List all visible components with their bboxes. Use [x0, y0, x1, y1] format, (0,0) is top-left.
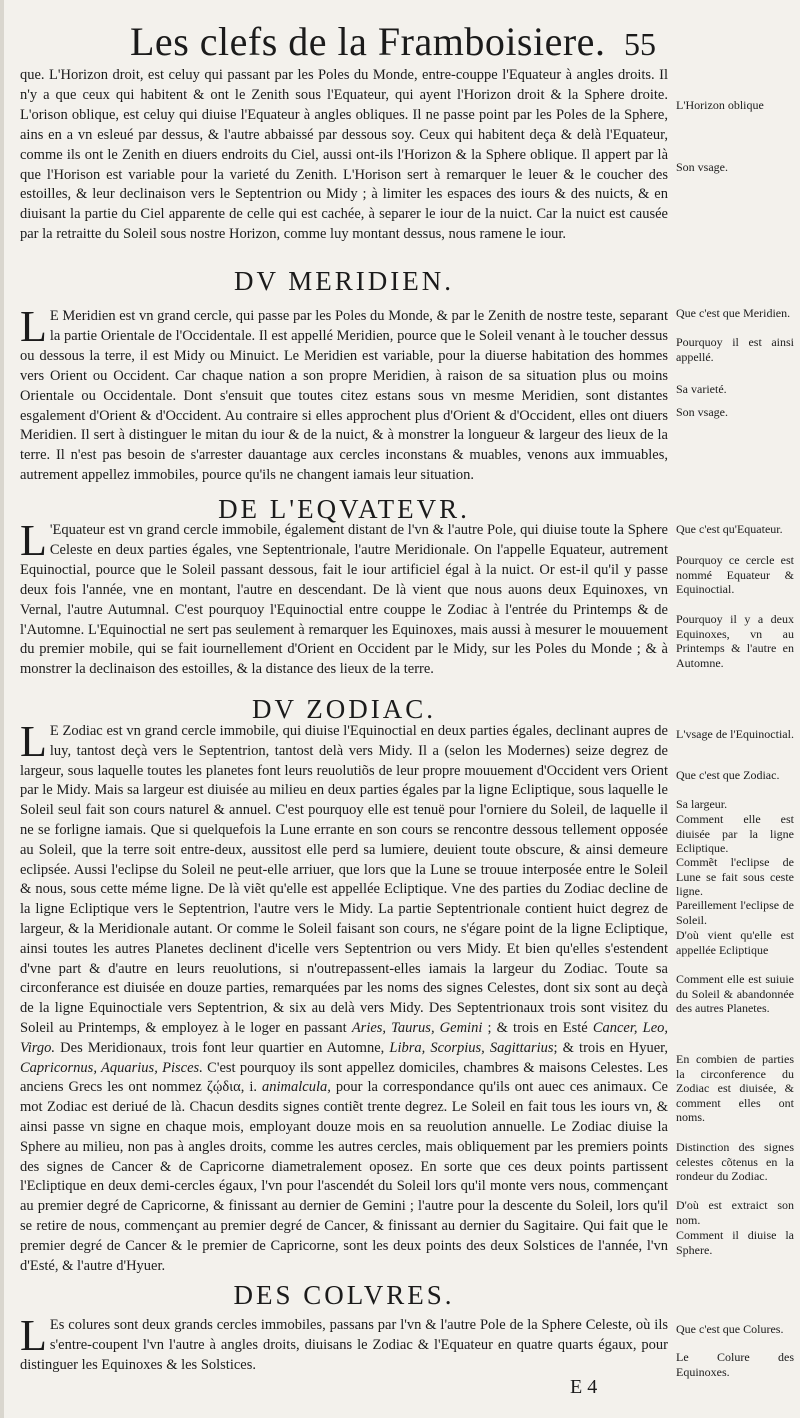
zodiac-text-6: pour la correspondance qu'ils ont auec ces animaux. Ce mot Zodiac est deriué de là. Chacun desdits signes contiẽt trente degrez. Le Soleil en fait tous les iours vn, & ainsi passe vn signe en chaque mois, employant douze mois en sa reuolution annuelle. Le Zodiac diuise la Sphere au milieu, non pas à angles droits, comme les autres cercles, mais obliquement par les premiers points des signes de Cancer & de Capricorne diametralement oposez. En sorte que ces deux points partissent l'Ecliptique en deux demi-cercles égaux, l'vn pour l'ascendét du Soleil lors qu'il monte vers nous, commençant au premier degré de Capricorne, & finissant au dernier de Gemini ; l'autre pour la descente du Soleil, lors qu'il se retire de nous, commençant au premier degré de Cancer, & finissant au dernier du Sagitaire. Qui fait que le premier degré de Cancer & le premier de Capricorne, sont les deux points des deux Solstices de l'année, l'vn d'Esté, & l'autre d'Hyuer. [20, 1079, 668, 1274]
margin-note: D'où vient qu'elle est appellée Ecliptique [676, 928, 794, 957]
margin-note: Pareillement l'eclipse de Soleil. [676, 898, 794, 927]
zodiac-signs-summer: Cancer, Leo, Virgo. [20, 1019, 669, 1056]
zodiac-signs-autumn: Libra, Scorpius, Sagittarius [389, 1039, 554, 1056]
margin-note: Son vsage. [676, 405, 728, 419]
zodiac-text: E Zodiac est vn grand cercle immobile, qui diuise l'Equinoctial en deux parties égales, declinant aupres de luy, tantost deçà vers le Septentrion, tantost delà vers Midy. Il a (selon les Modernes) seize degrez de largeur, sous laquelle toutes les planetes font leurs reuolutiõs de leur propre mouuement d'Occident vers Orient par le Midy. Mais sa largeur est diuisée au milieu en deux parties égales par la ligne Ecliptique, sous laquelle le Soleil seul fait son cours naturel & annuel. C'est pourquoy elle est tenuë pour l'orniere du Soleil, de laquelle il ne se forligne iamais. Que si quelquefois la Lune errante en son cours se rencontre dessous tellement opposée au Soleil, que la terre soit entre-deux, aussitost elle perd sa lumiere, deuient toute obscure, & ainsi demeure eclipsée. Aussi l'eclipse du Soleil ne peut-elle arriuer, que lors que la Lune se trouue interposée entre le Soleil & nous, sous cette méme ligne. De là viẽt qu'elle est appellée Ecliptique. Vne des parties du Zodiac decline de la ligne Ecliptique vers le Septentrion, l'autre vers le Midy. La partie Septentrionale contient huict degrez de largeur, & la Meridionale autant. Or comme le Soleil faisant son cours, ne s'égare point de la ligne Ecliptique, ainsi toutes les autres Planetes declinent d'icelle vers Septentrion ou vers Midy. Et bien qu'elles s'estendent d'vne part & d'autre en leurs reuolutions, si n'outrepassent-elles iamais la largeur du Zodiac. Toute sa circonferance est diuisée en douze parties, remarquées par les noms des signes Celestes, dont six sont au deçà de la ligne Equinoctiale vers Septentrion, & six au delà vers Midy. Des Septentrionaux trois sont visitez du Soleil au Printemps, & employez à le loger en passant [20, 723, 668, 1036]
margin-note: Pourquoy il y a deux Equinoxes, vn au Printemps & l'autre en Automne. [676, 612, 794, 670]
margin-note: Pourquoy il est ainsi appellé. [676, 335, 794, 364]
colvres-text: Es colures sont deux grands cercles immobiles, passans par l'vn & l'autre Pole de la Sphere Celeste, où ils s'entre-coupent l'vn l'autre à angles droits, diuisans le Zodiac & l'Equateur en quatre quarts égaux, pour distinguer les Equinoxes & les Solstices. [20, 1317, 668, 1373]
dropcap-zodiac: L [20, 717, 47, 766]
margin-note: Son vsage. [676, 160, 728, 174]
page-edge-shadow [0, 0, 4, 1418]
dropcap-equateur: L [20, 516, 47, 565]
margin-note: Que c'est que Colures. [676, 1322, 784, 1336]
margin-note: Que c'est que Zodiac. [676, 768, 780, 782]
zodiac-paragraph [20, 717, 669, 1276]
equateur-paragraph [20, 516, 668, 680]
margin-note: D'où est extraict son nom. [676, 1198, 794, 1227]
zodiac-signs-winter: Capricornus, Aquarius, Pisces. [20, 1059, 203, 1076]
intro-paragraph [20, 66, 668, 245]
section-heading-equateur: DE L'EQVATEVR. [218, 494, 470, 524]
margin-note: Pourquoy ce cercle est nommé Equateur & Equinoctial. [676, 553, 794, 597]
signature-mark: E 4 [570, 1376, 598, 1398]
page-number: 55 [624, 26, 656, 62]
section-heading-meridien: DV MERIDIEN. [234, 266, 454, 296]
margin-note: L'vsage de l'Equinoctial. [676, 727, 794, 741]
margin-note: Commẽt l'eclipse de Lune se fait sous ceste ligne. [676, 855, 794, 899]
margin-note: Comment il diuise la Sphere. [676, 1228, 794, 1257]
margin-note: Comment elle est suiuie du Soleil & abandonnée des autres Planetes. [676, 972, 794, 1016]
running-head-title: Les clefs de la Framboisiere. [130, 19, 606, 64]
intro-text: que. L'Horizon droit, est celuy qui passant par les Poles du Monde, entre-couppe l'Equateur à angles droits. Il n'y a que ceux qui habitent & ont le Zenith sous l'Equateur, qui ayent l'Horizon droit & la Sphere droite. L'orison oblique, est celuy qui diuise l'Equateur à angles obliques. Il ne passe point par les Poles de la Sphere, ains en a vn esleué par dessus, & l'autre abbaissé par dessous soy. Ceux qui habitent deça & delà l'Equateur, comme ils ont le Zenith en diuers endroits du Ciel, aussi ont-ils l'Horizon & la Sphere oblique. Il appert par là que l'Horison est variable pour la varieté du Zenith. L'Horison sert à remarquer le leuer & le coucher des estoilles, & leur declinaison vers le Septentrion ou Midy ; à limiter les espaces des iours & des nuicts, & en diuisant la partie du Ciel apparente de celle qui est cachée, à separer le iour de la nuict. Car la nuict est causée par la retraitte du Soleil sous nostre Horizon, comme luy montant dessus, nous ramene le iour. [20, 67, 668, 243]
dropcap-meridien: L [20, 302, 47, 351]
colvres-paragraph [20, 1311, 668, 1376]
margin-note: Distinction des signes celestes cõtenus en la rondeur du Zodiac. [676, 1140, 794, 1184]
margin-note: Sa varieté. [676, 382, 727, 396]
margin-note: En combien de parties la circonference du Zodiac est diuisée, & comment elles ont noms. [676, 1052, 794, 1125]
margin-note: Que c'est que Meridien. [676, 306, 791, 320]
meridien-paragraph [20, 302, 668, 486]
dropcap-colvres: L [20, 1311, 47, 1360]
margin-note: L'Horizon oblique [676, 98, 764, 112]
meridien-text: E Meridien est vn grand cercle, qui passe par les Poles du Monde, & par le Zenith de nostre teste, separant la partie Orientale de l'Occidentale. Il est appellé Meridien, pource que le Soleil venant à le toucher dessus ou dessous la terre, il est Midy ou Minuict. Le Meridien est variable, pour la diuerse habitation des hommes vers Orient ou Occident. Car chaque nation a son propre Meridien, à raison de sa situation plus ou moins Orientale ou Occidentale. Dont s'ensuit que toutes citez estans sous vn mesme Meridien, sont distantes esgalement d'Orient & d'Occident. Au contraire si elles approchent plus d'Orient & d'Occident, elles ont diuers Meridien. Il sert à distinguer le mitan du iour & de la nuict, & à monstrer la longueur & largeur des lieux de la terre. Il n'est pas besoin de s'arrester dauantage aux cercles inconstans & muables, venons aux immuables, autrement appellez immobiles, pource qu'ils ne changent iamais leur situation. [20, 308, 668, 484]
section-heading-colvres: DES COLVRES. [233, 1280, 455, 1310]
zodiac-text-3: Des Meridionaux, trois font leur quartier en Automne, [60, 1039, 385, 1056]
zodiac-text-2: ; & trois en Esté [487, 1019, 588, 1036]
zodiac-text-4: ; & trois en Hyuer, [553, 1039, 669, 1056]
zodiac-latin-term: animalcula, [262, 1079, 331, 1096]
section-heading-zodiac: DV ZODIAC. [252, 694, 436, 724]
equateur-text: 'Equateur est vn grand cercle immobile, également distant de l'vn & l'autre Pole, qui diuise toute la Sphere Celeste en deux parties égales, vne Septentrionale, l'autre Meridionale. On l'appelle Equateur, autrement Equinoctial, pource que le Soleil passant dessous, fait le iour artificiel égal à la nuict. Or est-il qu'il y passe deux fois l'année, vne en montant, l'autre en descendant. De là vient que nous auons deux Equinoxes, vn Vernal, l'autre Autumnal. C'est pourquoy l'Equinoctial entre couppe le Zodiac à l'entrée du Printemps & de l'Automne. L'Equinoctial ne sert pas seulement à remarquer les Equinoxes, mais aussi à mesurer le mouuement du premier mobile, qui se fait iournellement d'Orient en Occident par le Midy, sur les Poles du Monde ; & à monstrer la declinaison des estoilles, & la distance des lieux de la terre. [20, 522, 668, 678]
margin-note: Sa largeur. [676, 797, 728, 811]
zodiac-signs-spring: Aries, Taurus, Gemini [351, 1019, 483, 1036]
margin-note: Le Colure des Equinoxes. [676, 1350, 794, 1379]
zodiac-text-5: C'est pourquoy ils sont appellez domiciles, chambres & maisons Celestes. Les anciens Grecs les ont nommez ζῴδια, i. [20, 1059, 668, 1096]
margin-note: Que c'est qu'Equateur. [676, 522, 783, 536]
margin-note: Comment elle est diuisée par la ligne Ecliptique. [676, 812, 794, 856]
